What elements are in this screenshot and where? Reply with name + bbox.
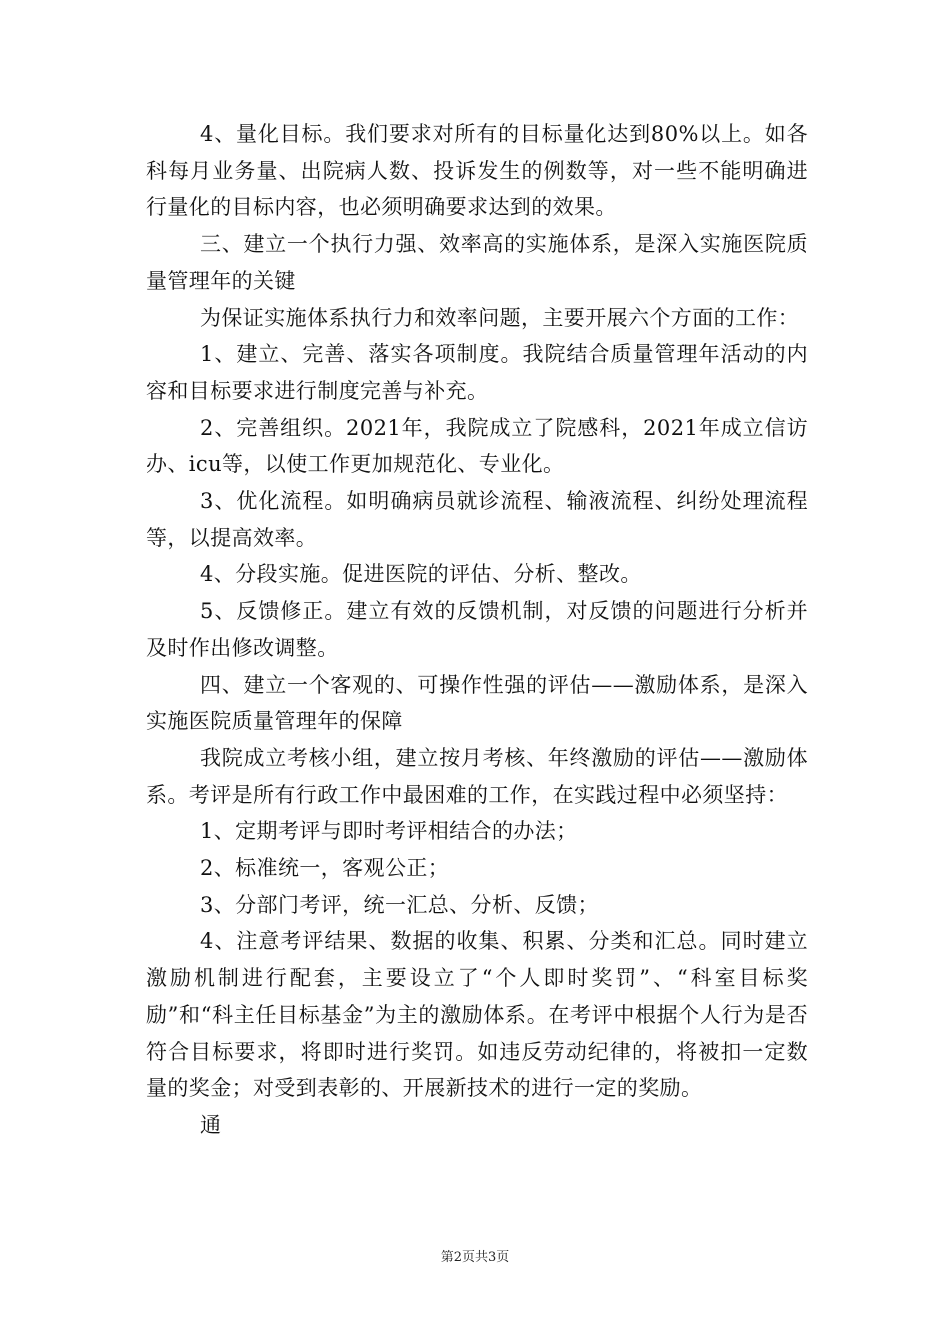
paragraph: 5、反馈修正。建立有效的反馈机制，对反馈的问题进行分析并及时作出修改调整。 bbox=[146, 599, 808, 660]
paragraph: 2、标准统一，客观公正； bbox=[200, 856, 450, 881]
paragraph: 4、分段实施。促进医院的评估、分析、整改。 bbox=[200, 562, 642, 587]
paragraph: 3、分部门考评，统一汇总、分析、反馈； bbox=[200, 892, 599, 917]
document-body bbox=[146, 116, 808, 1144]
paragraph: 3、优化流程。如明确病员就诊流程、输液流程、纠纷处理流程等，以提高效率。 bbox=[146, 489, 808, 550]
section-heading: 三、建立一个执行力强、效率高的实施体系，是深入实施医院质量管理年的关键 bbox=[146, 232, 808, 293]
section-heading: 四、建立一个客观的、可操作性强的评估——激励体系，是深入实施医院质量管理年的保障 bbox=[146, 672, 808, 734]
page-number: 第2页共3页 bbox=[440, 1250, 510, 1265]
paragraph: 4、量化目标。我们要求对所有的目标量化达到80%以上。如各科每月业务量、出院病人数、投诉发生的例数等，对一些不能明确进行量化的目标内容，也必须明确要求达到的效果。 bbox=[146, 122, 808, 220]
paragraph: 为保证实施体系执行力和效率问题，主要开展六个方面的工作： bbox=[200, 305, 800, 330]
paragraph: 1、定期考评与即时考评相结合的办法； bbox=[200, 819, 578, 844]
paragraph: 通 bbox=[200, 1112, 222, 1137]
paragraph: 4、注意考评结果、数据的收集、积累、分类和汇总。同时建立激励机制进行配套，主要设立了“个人即时奖罚”、“科室目标奖励”和“科主任目标基金”为主的激励体系。在考评中根据个人行为是否符合目标要求，将即时进行奖罚。如违反劳动纪律的，将被扣一定数量的奖金；对受到表彰的、开展新技术的进行一定的奖励。 bbox=[146, 929, 808, 1101]
paragraph: 我院成立考核小组，建立按月考核、年终激励的评估——激励体系。考评是所有行政工作中最困难的工作，在实践过程中必须坚持： bbox=[146, 745, 808, 807]
paragraph: 2、完善组织。2021年，我院成立了院感科，2021年成立信访办、icu等，以使工作更加规范化、专业化。 bbox=[146, 415, 808, 477]
paragraph: 1、建立、完善、落实各项制度。我院结合质量管理年活动的内容和目标要求进行制度完善与补充。 bbox=[146, 342, 808, 403]
